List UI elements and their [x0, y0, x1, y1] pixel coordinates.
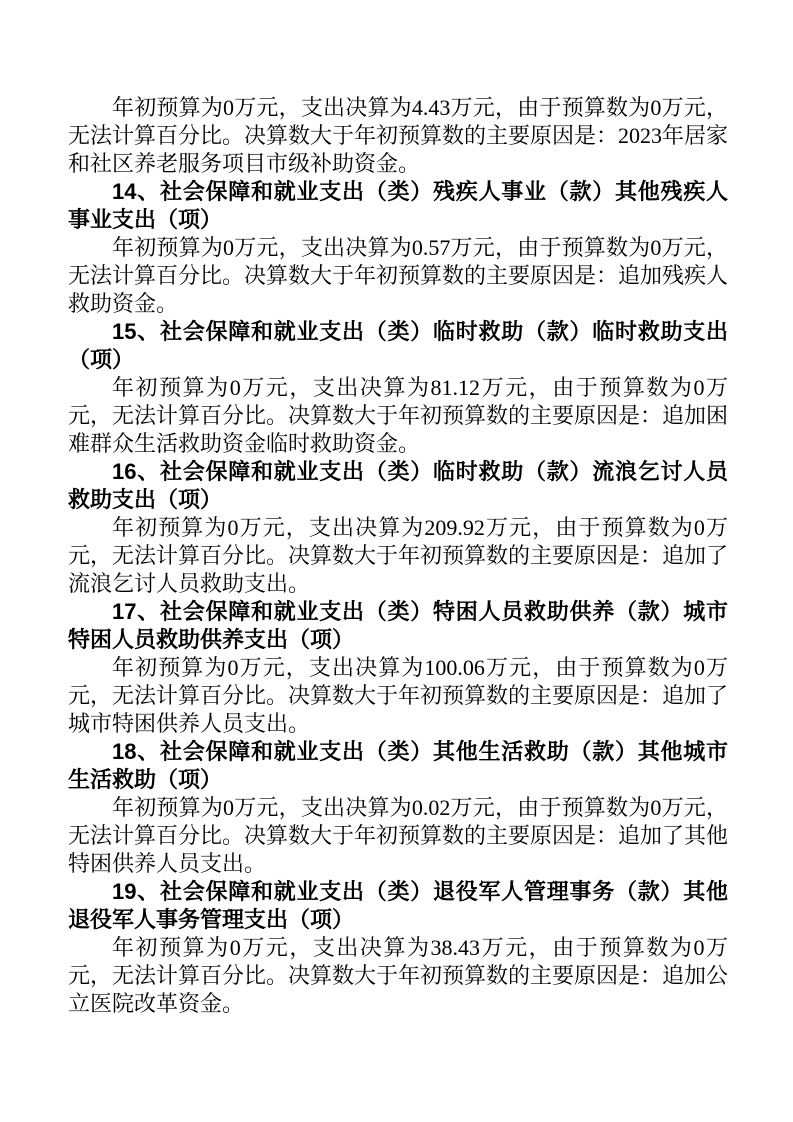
section-heading: 19、社会保障和就业支出（类）退役军人管理事务（款）其他退役军人事务管理支出（项） [68, 879, 728, 932]
document-body [68, 94, 728, 1018]
section-heading: 16、社会保障和就业支出（类）临时救助（款）流浪乞讨人员救助支出（项） [68, 459, 728, 512]
section-paragraph: 年初预算为0万元，支出决算为209.92万元，由于预算数为0万元，无法计算百分比。决算数大于年初预算数的主要原因是：追加了流浪乞讨人员救助支出。 [68, 515, 729, 596]
section-heading: 17、社会保障和就业支出（类）特困人员救助供养（款）城市特困人员救助供养支出（项） [68, 599, 728, 652]
section-paragraph: 年初预算为0万元，支出决算为81.12万元，由于预算数为0万元，无法计算百分比。决算数大于年初预算数的主要原因是：追加困难群众生活救助资金临时救助资金。 [68, 375, 729, 456]
section-heading: 15、社会保障和就业支出（类）临时救助（款）临时救助支出（项） [68, 319, 728, 372]
section-paragraph: 年初预算为0万元，支出决算为38.43万元，由于预算数为0万元，无法计算百分比。决算数大于年初预算数的主要原因是：追加公立医院改革资金。 [68, 935, 729, 1016]
section-paragraph: 年初预算为0万元，支出决算为4.43万元，由于预算数为0万元，无法计算百分比。决算数大于年初预算数的主要原因是：2023年居家和社区养老服务项目市级补助资金。 [68, 95, 729, 176]
section-paragraph: 年初预算为0万元，支出决算为0.02万元，由于预算数为0万元，无法计算百分比。决算数大于年初预算数的主要原因是：追加了其他特困供养人员支出。 [68, 795, 729, 876]
section-heading: 14、社会保障和就业支出（类）残疾人事业（款）其他残疾人事业支出（项） [68, 179, 728, 232]
section-paragraph: 年初预算为0万元，支出决算为100.06万元，由于预算数为0万元，无法计算百分比。决算数大于年初预算数的主要原因是：追加了城市特困供养人员支出。 [68, 655, 729, 736]
section-heading: 18、社会保障和就业支出（类）其他生活救助（款）其他城市生活救助（项） [68, 739, 728, 792]
section-paragraph: 年初预算为0万元，支出决算为0.57万元，由于预算数为0万元，无法计算百分比。决算数大于年初预算数的主要原因是：追加残疾人救助资金。 [68, 235, 729, 316]
